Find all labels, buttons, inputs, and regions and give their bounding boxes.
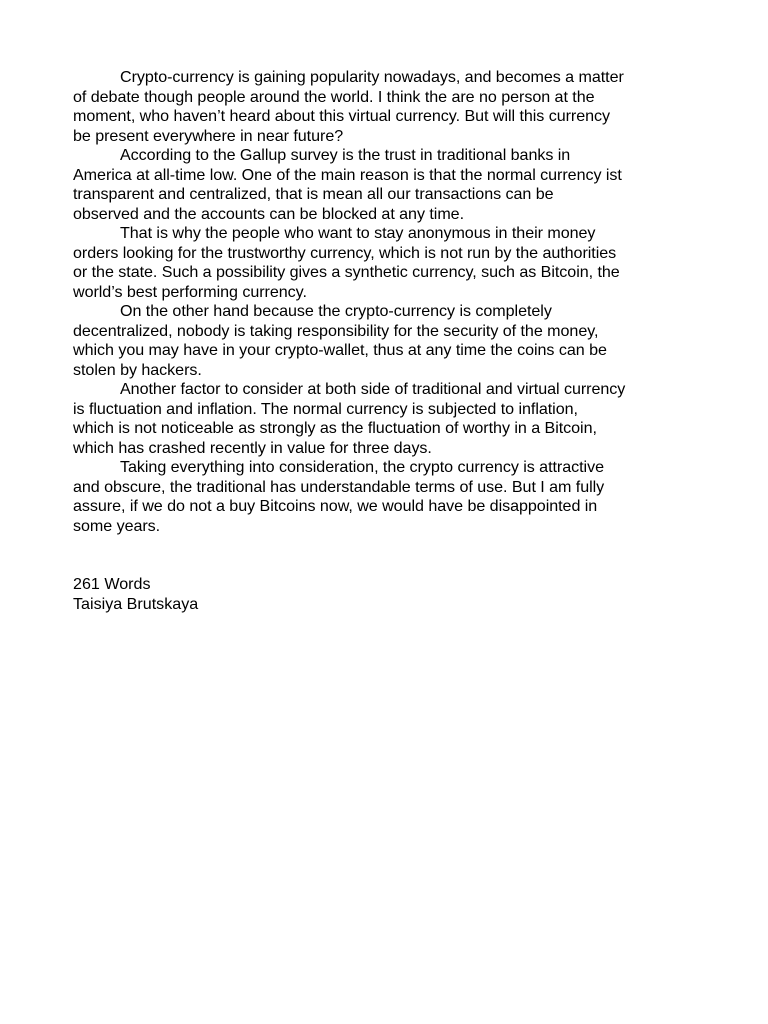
signature-block xyxy=(73,575,198,614)
paragraph-line: On the other hand because the crypto-currency is completely xyxy=(120,302,552,320)
paragraph-line: which has crashed recently in value for three days. xyxy=(73,438,432,457)
paragraph-6 xyxy=(73,458,697,536)
paragraph-line: or the state. Such a possibility gives a synthetic currency, such as Bitcoin, the xyxy=(73,263,620,281)
paragraph-line: That is why the people who want to stay anonymous in their money xyxy=(120,224,596,242)
paragraph-4 xyxy=(73,302,697,380)
paragraph-line: Crypto-currency is gaining popularity nowadays, and becomes a matter xyxy=(120,68,624,86)
paragraph-line: world’s best performing currency. xyxy=(73,282,307,301)
paragraph-line: and obscure, the traditional has understandable terms of use. But I am fully xyxy=(73,477,605,496)
paragraph-line: transparent and centralized, that is mean all our transactions can be xyxy=(73,185,554,203)
paragraph-line: Another factor to consider at both side of traditional and virtual currency xyxy=(120,380,626,398)
paragraph-line: orders looking for the trustworthy currency, which is not run by the authorities xyxy=(73,243,617,262)
paragraph-line: is fluctuation and inflation. The normal currency is subjected to inflation, xyxy=(73,399,578,418)
paragraph-1 xyxy=(73,68,697,146)
paragraph-line: America at all-time low. One of the main reason is that the normal currency ist xyxy=(73,165,622,184)
paragraph-line: which is not noticeable as strongly as the fluctuation of worthy in a Bitcoin, xyxy=(73,419,597,437)
paragraph-line: According to the Gallup survey is the trust in traditional banks in xyxy=(120,146,571,164)
paragraph-2 xyxy=(73,146,697,224)
paragraph-line: stolen by hackers. xyxy=(73,360,202,379)
essay-body xyxy=(73,68,697,536)
paragraph-line: Taking everything into consideration, the crypto currency is attractive xyxy=(120,458,604,476)
paragraph-line: assure, if we do not a buy Bitcoins now, we would have be disappointed in xyxy=(73,497,598,515)
word-count: 261 Words xyxy=(73,575,151,593)
paragraph-line: moment, who haven’t heard about this virtual currency. But will this currency xyxy=(73,107,611,125)
paragraph-line: which you may have in your crypto-wallet, thus at any time the coins can be xyxy=(73,341,607,359)
paragraph-5 xyxy=(73,380,697,458)
paragraph-line: some years. xyxy=(73,516,161,535)
paragraph-line: observed and the accounts can be blocked at any time. xyxy=(73,204,465,223)
paragraph-3 xyxy=(73,224,697,302)
paragraph-line: decentralized, nobody is taking responsibility for the security of the money, xyxy=(73,321,599,340)
author-name: Taisiya Brutskaya xyxy=(73,594,199,613)
paragraph-line: of debate though people around the world. I think the are no person at the xyxy=(73,87,595,106)
paragraph-line: be present everywhere in near future? xyxy=(73,126,344,145)
